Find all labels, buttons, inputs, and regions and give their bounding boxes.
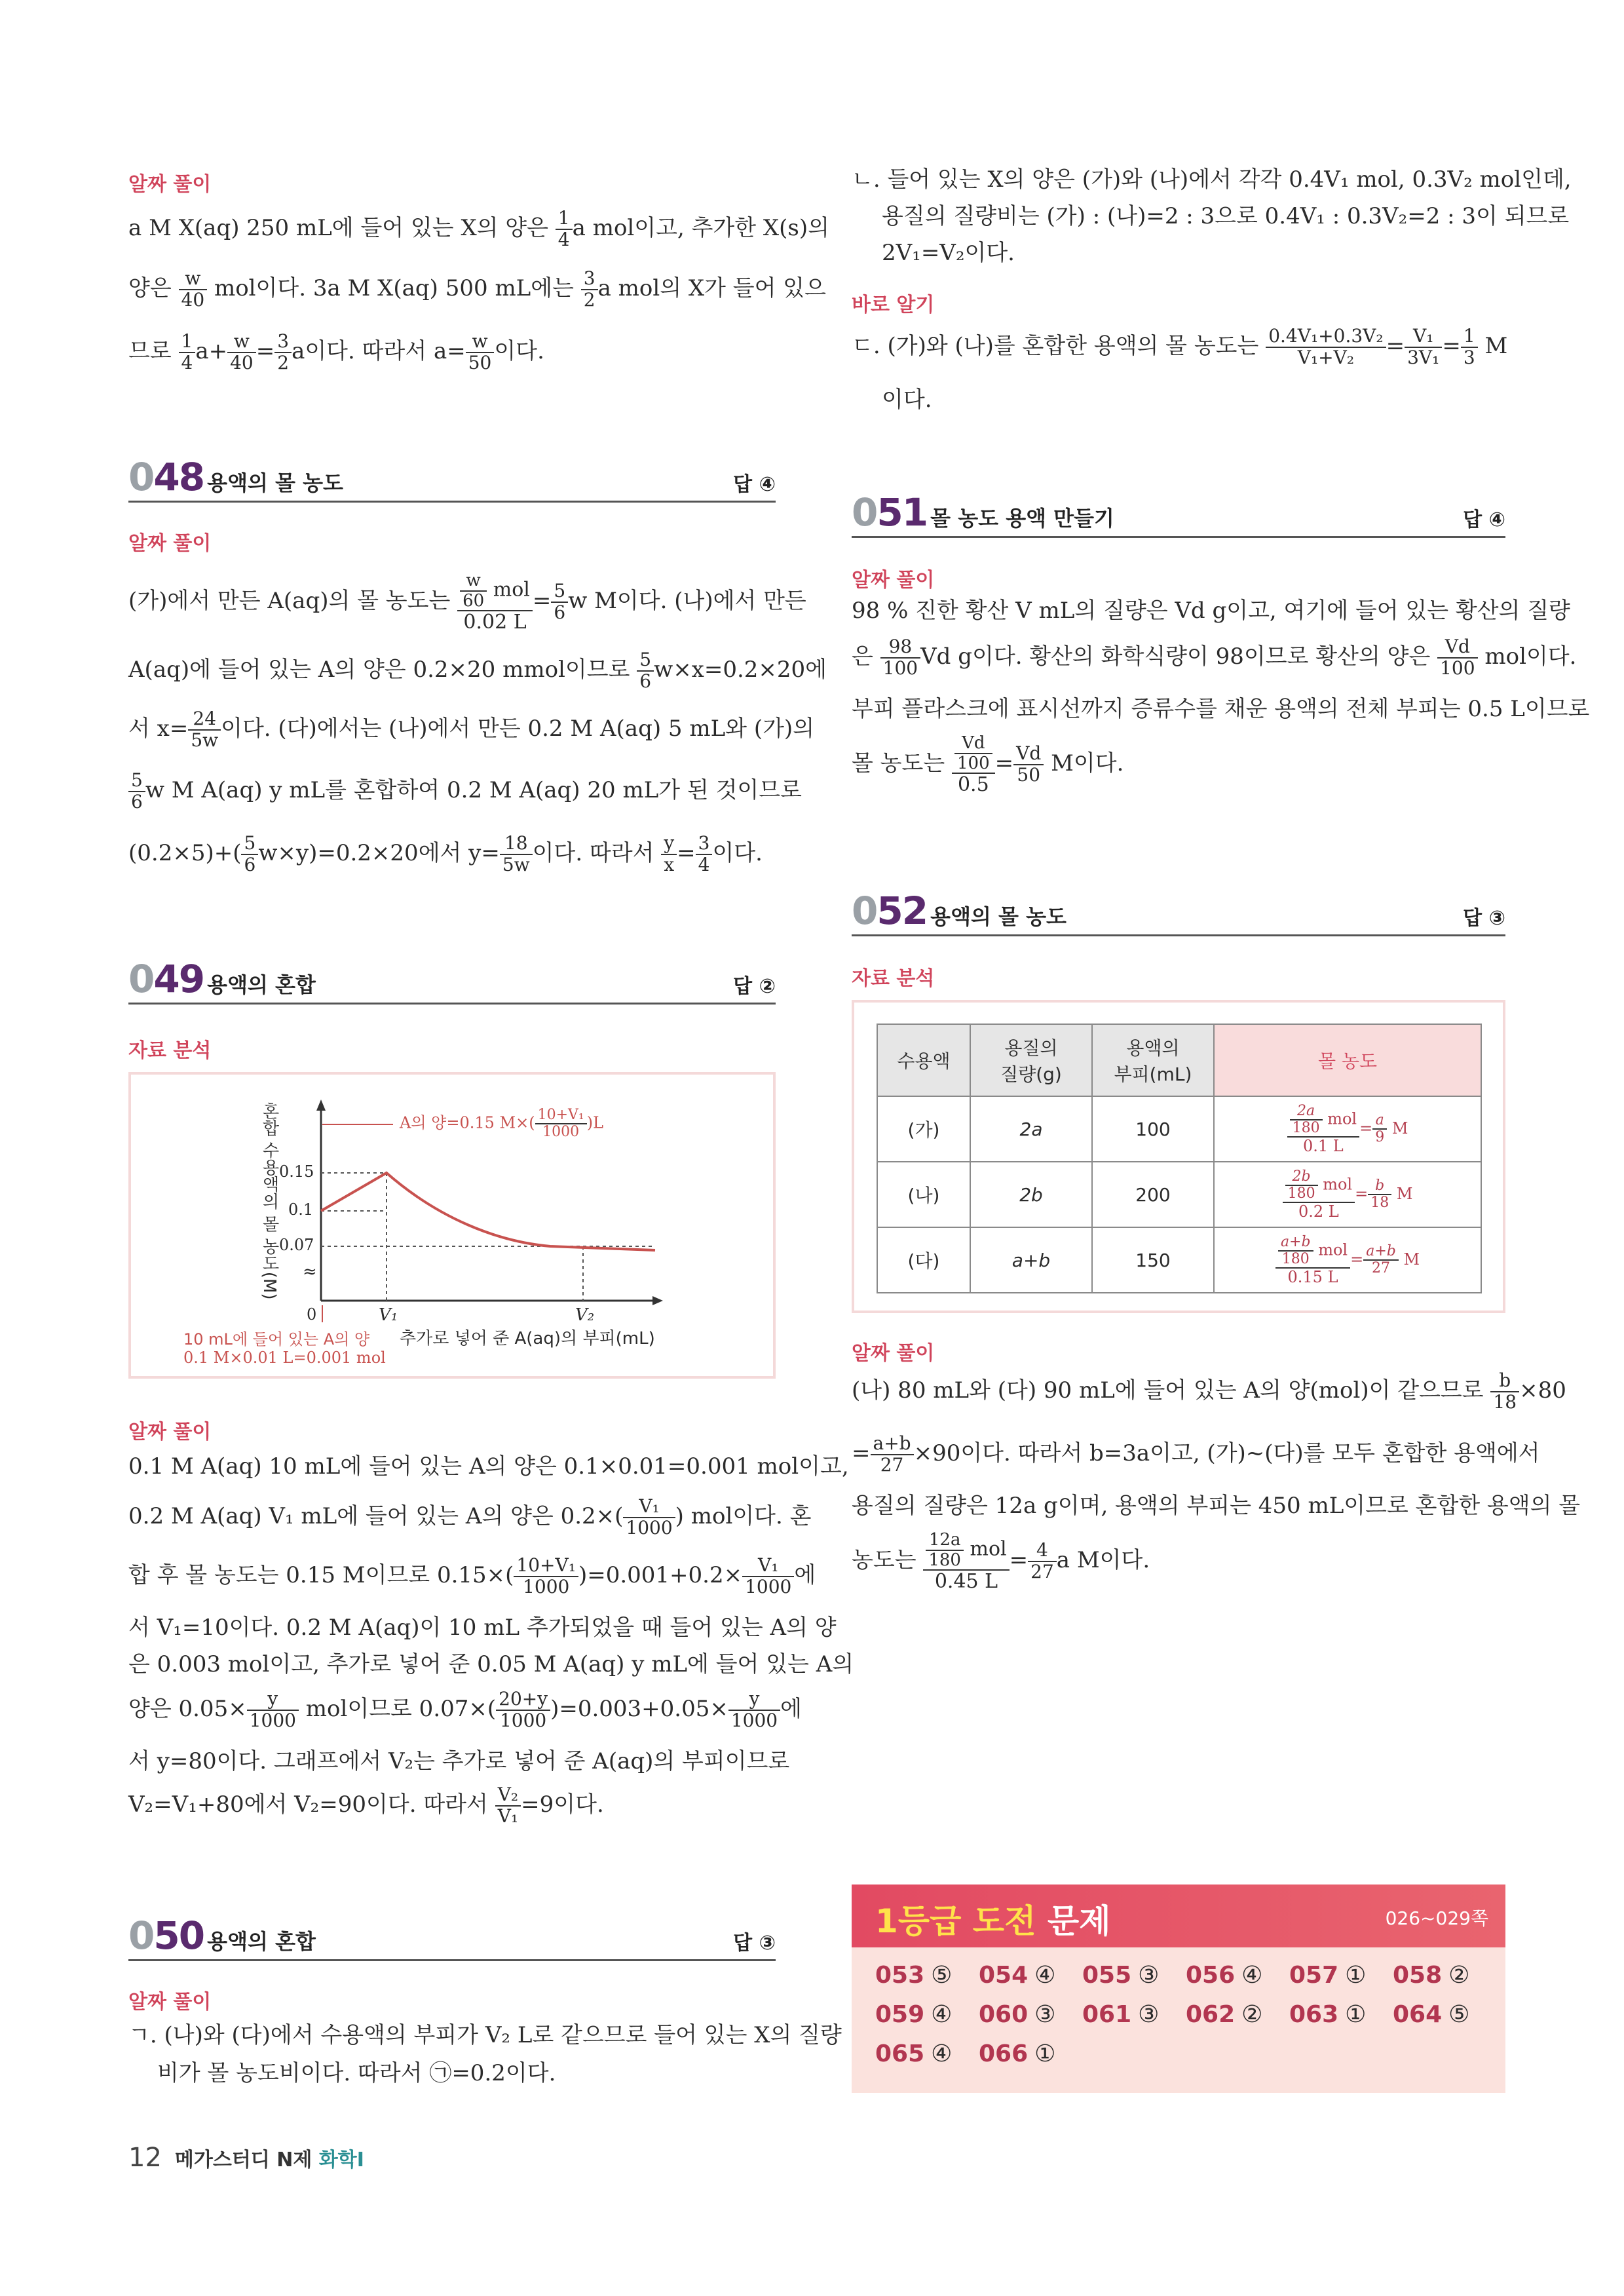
s49-line3: 합 후 몰 농도는 0.15 M이므로 0.15×( $\frac{\text{10+V₁}}{1000}$ )=0.001+0.2× $\frac{\text{V₁}}{1000}$ 에 — [128, 1554, 816, 1598]
table-row: (가) 2a 100 $\frac{2a}{180}$ mol 0.1 L = $\frac{a}{9}$ M — [877, 1096, 1481, 1162]
challenge-pages: 026~029쪽 — [1385, 1907, 1488, 1929]
s48-label: 알짜 풀이 — [128, 532, 212, 555]
s52-line1: (나) 80 mL와 (다) 90 mL에 들어 있는 A의 양(mol)이 같으므로 $\frac{b}{18}$ ×80 — [852, 1369, 1566, 1413]
s47-line2: 양은 $\frac{w}{40}$ mol이다. 3a M X(aq) 500 mL에는 $\frac{3}{2}$ a mol의 X가 들어 있으 — [128, 267, 826, 311]
challenge-box — [852, 1885, 1505, 2093]
s52-number: 052 — [852, 889, 928, 933]
th-mass: 용질의 질량(g) — [970, 1024, 1092, 1096]
challenge-answer-item: 059 ④ — [875, 2001, 953, 2028]
s52-answer: 답 ③ — [1463, 907, 1505, 930]
s48-line4: $\frac{5}{6}$ w M A(aq) y mL를 혼합하여 0.2 M A(aq) 20 mL가 된 것이므로 — [128, 771, 802, 813]
table-row: (나) 2b 200 $\frac{2b}{180}$ mol 0.2 L = $\frac{b}{18}$ M — [877, 1162, 1481, 1227]
challenge-answer-item: 055 ③ — [1082, 1962, 1160, 1989]
s52-data-label: 자료 분석 — [852, 967, 935, 990]
challenge-title: 1등급 도전 문제 — [875, 1902, 1111, 1940]
s49-line2: 0.2 M A(aq) V₁ mL에 들어 있는 A의 양은 0.2×( $\frac{\text{V₁}}{1000}$ ) mol이다. 혼 — [128, 1495, 812, 1539]
s48-title: 용액의 몰 농도 — [207, 470, 343, 495]
s52-label: 알짜 풀이 — [852, 1342, 935, 1365]
s49-title: 용액의 혼합 — [207, 972, 316, 997]
s52-line4: 농도는 $\frac{12a}{180}$ mol 0.45 L = $\frac{4}{27}$ a M이다. — [852, 1530, 1150, 1594]
origin-label: 0 — [307, 1305, 317, 1324]
ytick-007: 0.07 — [279, 1236, 314, 1254]
challenge-answer-item: 066 ① — [979, 2040, 1056, 2067]
page-footer — [128, 2143, 364, 2173]
s49-number: 049 — [128, 957, 204, 1001]
s50-label: 알짜 풀이 — [128, 1991, 212, 2014]
s50-title: 용액의 혼합 — [207, 1929, 316, 1954]
s47-line3: 므로 $\frac{1}{4}$ a+ $\frac{w}{40}$ = $\frac{3}{2}$ a이다. 따라서 a= $\frac{w}{50}$ 이다. — [128, 330, 544, 373]
challenge-answer-item: 058 ② — [1393, 1962, 1470, 1989]
s49-graph-box — [128, 1072, 776, 1379]
s51-number: 051 — [852, 490, 928, 535]
s50-label2: 바로 알기 — [852, 294, 935, 316]
challenge-answer-item: 053 ⑤ — [875, 1962, 953, 1989]
s49-answer: 답 ② — [733, 975, 776, 998]
s49-line7: 서 y=80이다. 그래프에서 V₂는 추가로 넣어 준 A(aq)의 부피이므로 — [128, 1748, 790, 1774]
challenge-answer-item: 063 ① — [1289, 2001, 1367, 2028]
axis-break: ≈ — [303, 1262, 317, 1282]
s49-data-label: 자료 분석 — [128, 1039, 212, 1062]
annot-top: A의 양=0.15 M×( $\frac{\text{10+V₁}}{1000}$ )L — [400, 1107, 604, 1141]
s47-label: 알짜 풀이 — [128, 173, 212, 196]
ytick-015: 0.15 — [279, 1162, 314, 1181]
s51-answer: 답 ④ — [1463, 508, 1505, 531]
challenge-answer-item: 062 ② — [1186, 2001, 1263, 2028]
concentration-curve — [321, 1173, 655, 1250]
graph-ylabel: 혼합 수용액의 몰 농도(M) — [259, 1102, 279, 1300]
s50-line1: ㄱ. (나)와 (다)에서 수용액의 부피가 V₂ L로 같으므로 들어 있는 X의 질량 — [128, 2022, 842, 2048]
ytick-01: 0.1 — [288, 1200, 314, 1219]
s50-line2: 비가 몰 농도비이다. 따라서 ㉠=0.2이다. — [157, 2060, 556, 2086]
challenge-answer-item: 060 ③ — [979, 2001, 1056, 2028]
s49-header — [128, 957, 776, 1004]
s48-line5: (0.2×5)+( $\frac{5}{6}$ w×y)=0.2×20에서 y= $\frac{18}{5w}$ 이다. 따라서 $\frac{y}{x}$ = $\frac{3}{4}$ 이다. — [128, 832, 763, 875]
s51-header — [852, 490, 1505, 538]
challenge-answer-item: 061 ③ — [1082, 2001, 1160, 2028]
xtick-v2: V₂ — [575, 1305, 595, 1325]
page-number: 12 — [128, 2143, 162, 2173]
s49-line6: 양은 0.05× $\frac{y}{1000}$ mol이므로 0.07×( $\frac{20+y}{1000}$ )=0.003+0.05× $\frac{y}{1000}$ 에 — [128, 1688, 802, 1731]
s50-number: 050 — [128, 1913, 204, 1958]
challenge-answer-item: 057 ① — [1289, 1962, 1367, 1989]
s49-line8: V₂=V₁+80에서 V₂=90이다. 따라서 $\frac{\text{V₂}}{\text{V₁}}$ =9이다. — [128, 1784, 604, 1827]
s48-line2: A(aq)에 들어 있는 A의 양은 0.2×20 mmol이므로 $\frac{5}{6}$ w×x=0.2×20에 — [128, 649, 827, 692]
annot-bottom-1: 10 mL에 들어 있는 A의 양 — [183, 1330, 370, 1349]
challenge-answer-item: 065 ④ — [875, 2040, 953, 2067]
s51-line2: 은 $\frac{98}{100}$ Vd g이다. 황산의 화학식량이 98이므로 황산의 양은 $\frac{Vd}{100}$ mol이다. — [852, 636, 1577, 679]
subject-name: 화학I — [318, 2149, 364, 2172]
th-concentration: 몰 농도 — [1214, 1024, 1481, 1096]
book-title: 메가스터디 N제 — [174, 2149, 319, 2172]
s48-line1: (가)에서 만든 A(aq)의 몰 농도는 $\frac{w}{60}$ mol 0.02 L = $\frac{5}{6}$ w M이다. (나)에서 만든 — [128, 571, 806, 634]
s51-line1: 98 % 진한 황산 V mL의 질량은 Vd g이고, 여기에 들어 있는 황산의 질량 — [852, 598, 1570, 624]
s48-answer: 답 ④ — [733, 473, 776, 496]
y-axis-arrow — [316, 1100, 326, 1111]
table-row: (다) a+b 150 $\frac{a+b}{180}$ mol 0.15 L = $\frac{a+b}{27}$ M — [877, 1227, 1481, 1293]
s50-r4: ㄷ. (가)와 (나)를 혼합한 용액의 몰 농도는 $\frac{\text{0.4V₁+0.3V₂}}{\text{V₁+V₂}}$ = $\frac{\text{V₁}}{\text{3V₁}}$ = $\frac{1}{3}$ M — [852, 325, 1508, 368]
s50-r2: 용질의 질량비는 (가) : (나)=2 : 3으로 0.4V₁ : 0.3V₂=2 : 3이 되므로 — [882, 203, 1570, 229]
s48-line3: 서 x= $\frac{24}{5w}$ 이다. (다)에서는 (나)에서 만든 0.2 M A(aq) 5 mL와 (가)의 — [128, 708, 815, 751]
s52-header — [852, 889, 1505, 936]
s47-line1: a M X(aq) 250 mL에 들어 있는 X의 양은 $\frac{1}{4}$ a mol이고, 추가한 X(s)의 — [128, 207, 829, 250]
xtick-v1: V₁ — [379, 1305, 398, 1325]
s51-label: 알짜 풀이 — [852, 569, 935, 592]
s50-r5: 이다. — [882, 387, 932, 413]
challenge-answer-item: 064 ⑤ — [1393, 2001, 1470, 2028]
s50-r1: ㄴ. 들어 있는 X의 양은 (가)와 (나)에서 각각 0.4V₁ mol, 0.3V₂ mol인데, — [852, 166, 1572, 193]
s52-line2: = $\frac{a+b}{27}$ ×90이다. 따라서 b=3a이고, (가)~(다)를 모두 혼합한 용액에서 — [852, 1432, 1540, 1476]
s48-header — [128, 455, 776, 503]
s49-line1: 0.1 M A(aq) 10 mL에 들어 있는 A의 양은 0.1×0.01=0.001 mol이고, — [128, 1453, 849, 1480]
s48-number: 048 — [128, 455, 204, 499]
s52-table — [877, 1024, 1482, 1293]
annot-bottom-2: 0.1 M×0.01 L=0.001 mol — [183, 1349, 386, 1367]
s49-line4: 서 V₁=10이다. 0.2 M A(aq)이 10 mL 추가되었을 때 들어 있는 A의 양 — [128, 1615, 837, 1641]
s51-line3: 부피 플라스크에 표시선까지 증류수를 채운 용액의 전체 부피는 0.5 L이므로 — [852, 696, 1590, 722]
x-axis-arrow — [652, 1296, 663, 1305]
s50-r3: 2V₁=V₂이다. — [882, 240, 1015, 266]
s49-line5: 은 0.003 mol이고, 추가로 넣어 준 0.05 M A(aq) y mL에 들어 있는 A의 — [128, 1651, 854, 1677]
s49-label: 알짜 풀이 — [128, 1421, 212, 1444]
graph-xlabel: 추가로 넣어 준 A(aq)의 부피(mL) — [400, 1329, 655, 1349]
s50-header — [128, 1913, 776, 1961]
s50-answer: 답 ③ — [733, 1932, 776, 1955]
challenge-answer-item: 056 ④ — [1186, 1962, 1263, 1989]
s52-line3: 용질의 질량은 12a g이며, 용액의 부피는 450 mL이므로 혼합한 용액의 몰 — [852, 1493, 1581, 1519]
s51-title: 몰 농도 용액 만들기 — [930, 506, 1114, 531]
challenge-header — [852, 1885, 1505, 1947]
th-solution: 수용액 — [877, 1024, 970, 1096]
s52-title: 용액의 몰 농도 — [930, 904, 1067, 929]
th-volume: 용액의 부피(mL) — [1092, 1024, 1214, 1096]
s51-line4: 몰 농도는 $\frac{\frac{Vd}{100}}{0.5}$ = $\frac{Vd}{50}$ M이다. — [852, 733, 1124, 797]
s52-table-box — [852, 1000, 1505, 1313]
challenge-answer-item: 054 ④ — [979, 1962, 1056, 1989]
